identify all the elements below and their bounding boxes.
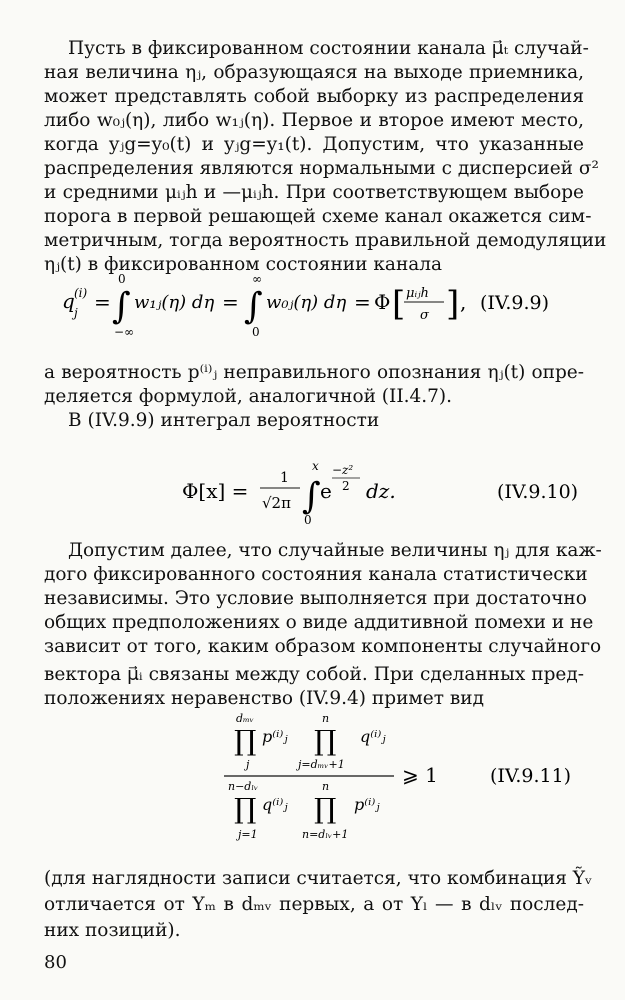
equation-iv-9-10 (0, 450, 625, 530)
eq-num-prod2-lower: j=dₘᵥ+1 (298, 758, 345, 771)
svg-text:]: ] (446, 284, 460, 324)
text-line: В (IV.9.9) интеграл вероятности (68, 410, 380, 431)
text-line: ная величина ηⱼ, образующаяся на выходе приемника, (44, 62, 584, 83)
eq-den-prod2-lower: n=dₗᵥ+1 (302, 828, 349, 841)
eq-den-prod2-upper: n (322, 780, 330, 793)
eq-int2-body: w₀ⱼ(η) dη (266, 292, 347, 313)
eq-num-prod1-lower: j (246, 758, 250, 771)
equation-iv-9-11 (0, 710, 625, 850)
text-line: зависит от того, каким образом компоненты случайного (44, 636, 602, 657)
text-line: вектора μ⃗ᵢ связаны между собой. При сделанных пред- (44, 664, 584, 685)
text-line: независимы. Это условие выполняется при достаточно (44, 588, 587, 609)
eq-number: (IV.9.11) (490, 765, 572, 787)
eq-den-prod2-body: p⁽ⁱ⁾ⱼ (354, 795, 380, 814)
svg-text:=: = (94, 290, 111, 314)
text-line: дого фиксированного состояния канала статистически (44, 564, 588, 585)
text-line: Допустим далее, что случайные величины ηⱼ для каж- (68, 540, 602, 561)
eq-int2-upper: ∞ (252, 272, 262, 286)
eq-coef-den: √2π (262, 494, 291, 512)
eq-frac-den: σ (420, 308, 429, 323)
eq-exp-base: e (320, 479, 332, 503)
eq-den-prod1-upper: n−dₗᵥ (228, 780, 259, 793)
text-line: распределения являются нормальными с дисперсией σ² (44, 158, 599, 179)
eq-phi-lhs: Φ[x] = (182, 479, 249, 503)
product-sign-icon: ∏ (234, 724, 257, 757)
text-line: а вероятность p⁽ⁱ⁾ⱼ неправильного опознания ηⱼ(t) опре- (44, 362, 584, 383)
text-line: общих предположениях о виде аддитивной помехи и не (44, 612, 594, 633)
eq-int1-upper: 0 (118, 272, 126, 286)
eq-int-upper: x (312, 459, 319, 473)
eq-int-lower: 0 (304, 513, 312, 527)
eq-q-sub: j (74, 306, 78, 320)
eq-den-prod1-body: q⁽ⁱ⁾ⱼ (262, 795, 288, 814)
equation-iv-9-9 (0, 265, 625, 355)
eq-num-prod1-upper: dₘᵥ (236, 712, 254, 725)
text-line: ηⱼ(t) в фиксированном состоянии канала (44, 254, 443, 275)
eq-rhs: ⩾ 1 (402, 763, 438, 787)
text-line: отличается от Yₘ в dₘᵥ первых, а от Yₗ — в dₗᵥ послед- (44, 894, 584, 915)
integral-sign-icon: ∫ (302, 476, 321, 517)
eq-coef-num: 1 (280, 470, 289, 486)
eq-q-symbol: q (62, 289, 75, 313)
text-line: порога в первой решающей схеме канал окажется сим- (44, 206, 592, 227)
product-sign-icon: ∏ (314, 792, 337, 825)
eq-exp-num: −z² (332, 463, 354, 477)
page-number: 80 (44, 952, 67, 973)
eq-number: (IV.9.9) (480, 292, 549, 314)
eq-num-prod2-body: q⁽ⁱ⁾ⱼ (360, 727, 386, 746)
integral-sign-icon: ∫ (112, 286, 131, 327)
text-line: и средними μᵢⱼh и —μᵢⱼh. При соответствующем выборе (44, 182, 584, 203)
text-line: деляется формулой, аналогичной (II.4.7). (44, 386, 453, 407)
eq-den-prod1-lower: j=1 (238, 828, 258, 841)
product-sign-icon: ∏ (234, 792, 257, 825)
text-line: них позиций). (44, 920, 181, 941)
eq-tail: dz. (366, 479, 396, 503)
svg-text:=: = (354, 290, 371, 314)
text-line: может представлять собой выборку из распределения (44, 86, 584, 107)
svg-text:=: = (222, 290, 239, 314)
product-sign-icon: ∏ (314, 724, 337, 757)
eq-int1-lower: −∞ (114, 325, 135, 339)
text-line: когда yⱼg=y₀(t) и yⱼg=y₁(t). Допустим, что указанные (44, 134, 584, 155)
eq-phi: Φ (374, 290, 391, 314)
eq-exp-den: 2 (342, 479, 350, 493)
eq-num-prod1-body: p⁽ⁱ⁾ⱼ (262, 727, 288, 746)
svg-text:[: [ (392, 284, 406, 324)
eq-q-sup: (i) (74, 286, 88, 300)
eq-int2-lower: 0 (252, 325, 260, 339)
text-line: метричным, тогда вероятность правильной демодуляции (44, 230, 607, 251)
text-line: (для наглядности записи считается, что комбинация Ỹᵥ (44, 868, 592, 889)
text-line: либо w₀ⱼ(η), либо w₁ⱼ(η). Первое и второе имеют место, (44, 110, 584, 131)
text-line: положениях неравенство (IV.9.4) примет вид (44, 688, 484, 709)
svg-text:,: , (460, 290, 467, 314)
eq-number: (IV.9.10) (497, 481, 579, 503)
integral-sign-icon: ∫ (244, 286, 263, 327)
text-line: Пусть в фиксированном состоянии канала μ⃗ₜ случай- (68, 38, 589, 59)
eq-num-prod2-upper: n (322, 712, 330, 725)
eq-int1-body: w₁ⱼ(η) dη (134, 292, 215, 313)
eq-frac-num: μᵢⱼh (406, 286, 429, 301)
